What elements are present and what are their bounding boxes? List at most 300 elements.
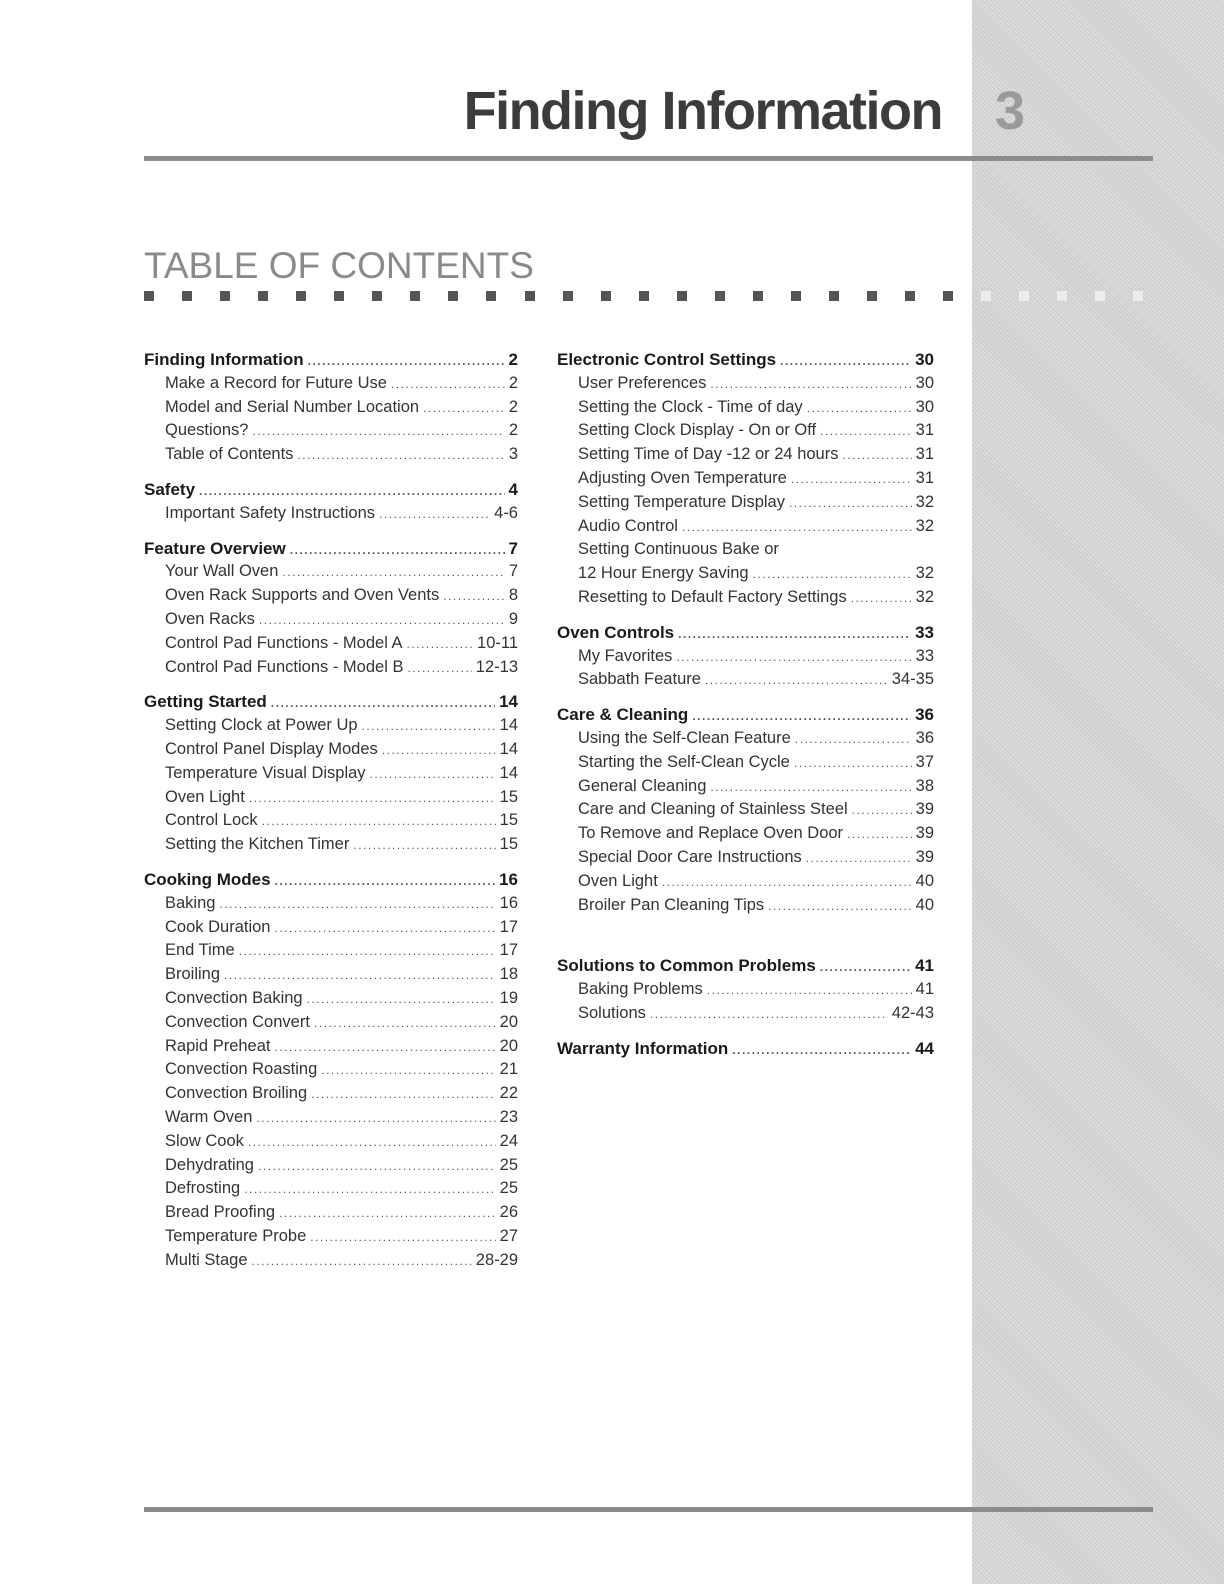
divider-dot bbox=[258, 291, 268, 301]
toc-entry[interactable] bbox=[144, 443, 518, 467]
toc-entry-page: 15 bbox=[499, 835, 518, 854]
toc-entry-page: 20 bbox=[499, 1012, 518, 1031]
toc-entry-title: Electronic Control Settings bbox=[557, 350, 777, 369]
toc-entry-page: 42-43 bbox=[891, 1003, 934, 1022]
dot-leader bbox=[789, 492, 912, 516]
toc-entry-title: Care and Cleaning of Stainless Steel bbox=[578, 800, 848, 819]
toc-entry-page: 10-11 bbox=[477, 633, 518, 652]
dot-leader bbox=[847, 823, 912, 847]
toc-entry-page: 30 bbox=[915, 397, 934, 416]
toc-entry-page: 40 bbox=[915, 895, 934, 914]
toc-entry[interactable] bbox=[557, 443, 934, 467]
divider-dot bbox=[1019, 291, 1029, 301]
toc-entry[interactable] bbox=[557, 775, 934, 799]
toc-entry[interactable] bbox=[144, 963, 518, 987]
toc-entry-title: Getting Started bbox=[144, 692, 267, 712]
toc-entry[interactable] bbox=[557, 586, 934, 610]
toc-section bbox=[144, 537, 518, 680]
toc-entry-page: 36 bbox=[915, 728, 934, 747]
dot-leader bbox=[290, 539, 505, 563]
toc-entry-title: Convection Roasting bbox=[165, 1060, 318, 1079]
toc-entry-page: 19 bbox=[499, 988, 518, 1007]
dot-leader bbox=[259, 609, 505, 633]
toc-entry-page: 26 bbox=[499, 1203, 518, 1222]
toc-entry[interactable] bbox=[144, 584, 518, 608]
toc-section-heading[interactable] bbox=[557, 621, 934, 645]
footer-rule bbox=[144, 1507, 1153, 1512]
dot-leader bbox=[310, 1226, 495, 1250]
divider-dot bbox=[182, 291, 192, 301]
divider-dot bbox=[1095, 291, 1105, 301]
toc-entry-page: 14 bbox=[499, 739, 518, 758]
dot-leader bbox=[258, 1155, 496, 1179]
toc-entry-page: 24 bbox=[499, 1131, 518, 1150]
dot-leader bbox=[282, 561, 504, 585]
dot-leader bbox=[382, 739, 496, 763]
toc-entry-title: Rapid Preheat bbox=[165, 1036, 271, 1055]
toc-entry[interactable] bbox=[144, 560, 518, 584]
toc-entry-page: 39 bbox=[915, 800, 934, 819]
dot-leader bbox=[219, 893, 495, 917]
dot-leader bbox=[239, 940, 496, 964]
dot-leader bbox=[391, 373, 505, 397]
divider-dots bbox=[0, 291, 1224, 301]
toc-entry[interactable] bbox=[144, 892, 518, 916]
toc-entry-page: 28-29 bbox=[475, 1250, 518, 1269]
toc-entry[interactable] bbox=[144, 1249, 518, 1273]
toc-entry-page: 15 bbox=[499, 787, 518, 806]
divider-dot bbox=[943, 291, 953, 301]
toc-entry-title: Your Wall Oven bbox=[165, 562, 279, 581]
dot-leader bbox=[321, 1059, 495, 1083]
toc-entry-title: Care & Cleaning bbox=[557, 705, 689, 725]
toc-entry[interactable] bbox=[144, 372, 518, 396]
divider-dot bbox=[525, 291, 535, 301]
toc-entry-page: 25 bbox=[499, 1179, 518, 1198]
toc-entry[interactable] bbox=[144, 1035, 518, 1059]
divider-dot bbox=[867, 291, 877, 301]
toc-entry-title: Finding Information bbox=[144, 350, 304, 369]
toc-entry[interactable] bbox=[144, 786, 518, 810]
dot-leader bbox=[705, 669, 888, 693]
toc-entry-title: Sabbath Feature bbox=[578, 670, 701, 689]
toc-entry-title: Solutions bbox=[578, 1003, 646, 1022]
toc-entry[interactable] bbox=[557, 798, 934, 822]
toc-entry-title: Warranty Information bbox=[557, 1038, 729, 1058]
toc-entry-title: Multi Stage bbox=[165, 1250, 248, 1269]
toc-entry-title: Bread Proofing bbox=[165, 1203, 276, 1222]
toc-entry-title: Slow Cook bbox=[165, 1131, 244, 1150]
toc-entry[interactable] bbox=[557, 515, 934, 539]
toc-section bbox=[557, 954, 934, 1025]
page-title: Finding Information bbox=[463, 81, 942, 141]
toc-entry-title: To Remove and Replace Oven Door bbox=[578, 824, 844, 843]
dot-leader bbox=[244, 1178, 495, 1202]
dot-leader bbox=[248, 1131, 496, 1155]
toc-entry-page: 9 bbox=[508, 609, 518, 628]
dot-leader bbox=[199, 480, 505, 504]
toc-entry-title: Control Panel Display Modes bbox=[165, 739, 378, 758]
toc-entry[interactable] bbox=[144, 419, 518, 443]
toc-entry-title: Oven Light bbox=[578, 871, 658, 890]
toc-entry-page: 40 bbox=[915, 871, 934, 890]
toc-entry[interactable] bbox=[557, 870, 934, 894]
divider-dot bbox=[677, 291, 687, 301]
divider-dot bbox=[410, 291, 420, 301]
toc-section bbox=[144, 690, 518, 857]
toc-entry-page: 30 bbox=[915, 350, 934, 369]
side-band bbox=[972, 0, 1224, 1584]
divider-dot bbox=[144, 291, 154, 301]
dot-leader bbox=[407, 633, 473, 657]
toc-entry-title: 12 Hour Energy Saving bbox=[578, 564, 749, 583]
divider-dot bbox=[296, 291, 306, 301]
toc-section-heading[interactable] bbox=[144, 537, 518, 561]
toc-section-heading[interactable] bbox=[144, 348, 518, 372]
toc-entry[interactable] bbox=[557, 978, 934, 1002]
dot-leader bbox=[308, 350, 505, 374]
toc-entry[interactable] bbox=[144, 939, 518, 963]
toc-entry-title: Oven Racks bbox=[165, 609, 255, 628]
toc-entry-page: 31 bbox=[915, 445, 934, 464]
toc-entry-title: Dehydrating bbox=[165, 1155, 254, 1174]
toc-entry-title: Resetting to Default Factory Settings bbox=[578, 587, 847, 606]
toc-entry-title: Special Door Care Instructions bbox=[578, 847, 802, 866]
toc-entry-title: Important Safety Instructions bbox=[165, 503, 376, 522]
toc-entry-page: 31 bbox=[915, 421, 934, 440]
toc-section bbox=[144, 348, 518, 467]
toc-entry-title: Oven Rack Supports and Oven Vents bbox=[165, 586, 440, 605]
toc-entry-title: Warm Oven bbox=[165, 1107, 253, 1126]
toc-entry[interactable] bbox=[557, 894, 934, 918]
dot-leader bbox=[852, 799, 912, 823]
toc-entry-page: 17 bbox=[499, 941, 518, 960]
dot-leader bbox=[275, 1036, 496, 1060]
toc-entry-title: Control Pad Functions - Model B bbox=[165, 657, 404, 676]
toc-entry[interactable] bbox=[144, 1177, 518, 1201]
toc-entry[interactable] bbox=[557, 419, 934, 443]
toc-entry-title: Convection Convert bbox=[165, 1012, 310, 1031]
toc-entry-title: User Preferences bbox=[578, 373, 707, 392]
toc-entry-title: Make a Record for Future Use bbox=[165, 373, 387, 392]
dot-leader bbox=[795, 728, 912, 752]
dot-leader bbox=[271, 692, 495, 716]
toc-entry[interactable] bbox=[144, 608, 518, 632]
toc-entry[interactable] bbox=[557, 822, 934, 846]
toc-entry[interactable] bbox=[144, 987, 518, 1011]
section-spacer bbox=[557, 928, 934, 954]
divider-dot bbox=[829, 291, 839, 301]
toc-entry-page: 41 bbox=[915, 956, 934, 976]
dot-leader bbox=[252, 420, 504, 444]
toc-entry[interactable] bbox=[557, 1002, 934, 1026]
dot-leader bbox=[249, 787, 496, 811]
toc-entry-page: 32 bbox=[915, 587, 934, 606]
toc-entry[interactable] bbox=[144, 1201, 518, 1225]
dot-leader bbox=[370, 763, 496, 787]
toc-entry-title: Setting the Clock - Time of day bbox=[578, 397, 803, 416]
toc-entry-page: 27 bbox=[499, 1226, 518, 1245]
toc-entry-title: Oven Controls bbox=[557, 622, 675, 642]
toc-entry-page: 4 bbox=[508, 479, 518, 499]
dot-leader bbox=[307, 988, 496, 1012]
divider-dot bbox=[981, 291, 991, 301]
toc-entry[interactable] bbox=[557, 491, 934, 515]
toc-section bbox=[557, 348, 934, 610]
toc-entry-page: 20 bbox=[499, 1036, 518, 1055]
toc-entry-page: 33 bbox=[915, 646, 934, 665]
toc-entry-title: End Time bbox=[165, 941, 235, 960]
toc-entry[interactable] bbox=[144, 714, 518, 738]
toc-entry-title: Using the Self-Clean Feature bbox=[578, 728, 791, 747]
dot-leader bbox=[314, 1012, 496, 1036]
toc-section bbox=[557, 1037, 934, 1061]
dot-leader bbox=[851, 587, 912, 611]
dot-leader bbox=[224, 964, 496, 988]
dot-leader bbox=[806, 847, 912, 871]
toc-entry-page: 21 bbox=[499, 1060, 518, 1079]
toc-entry[interactable] bbox=[557, 372, 934, 396]
dot-leader bbox=[732, 1039, 911, 1063]
dot-leader bbox=[362, 715, 496, 739]
toc-entry-title: Table of Contents bbox=[165, 445, 294, 464]
toc-entry[interactable] bbox=[557, 396, 934, 420]
dot-leader bbox=[794, 752, 912, 776]
dot-leader bbox=[753, 563, 912, 587]
toc-entry[interactable] bbox=[144, 916, 518, 940]
dot-leader bbox=[676, 646, 911, 670]
toc-entry-title: Convection Broiling bbox=[165, 1084, 308, 1103]
dot-leader bbox=[297, 444, 504, 468]
toc-entry-page: 34-35 bbox=[891, 670, 934, 689]
dot-leader bbox=[256, 1107, 495, 1131]
toc-entry-page: 14 bbox=[499, 763, 518, 782]
toc-entry-page: 4-6 bbox=[494, 503, 518, 522]
dot-leader bbox=[707, 979, 912, 1003]
toc-entry-page: 17 bbox=[499, 917, 518, 936]
toc-entry-page: 22 bbox=[499, 1084, 518, 1103]
toc-entry[interactable] bbox=[144, 1011, 518, 1035]
divider-dot bbox=[905, 291, 915, 301]
toc-entry-title: Cook Duration bbox=[165, 917, 271, 936]
toc-entry[interactable] bbox=[144, 1058, 518, 1082]
toc-entry-page: 32 bbox=[915, 564, 934, 583]
dot-leader bbox=[407, 657, 471, 681]
toc-entry[interactable] bbox=[557, 846, 934, 870]
toc-entry-page: 38 bbox=[915, 776, 934, 795]
toc-entry[interactable] bbox=[144, 762, 518, 786]
toc-entry-title: Temperature Probe bbox=[165, 1226, 307, 1245]
dot-leader bbox=[682, 516, 912, 540]
toc-entry-title: Solutions to Common Problems bbox=[557, 956, 816, 976]
dot-leader bbox=[791, 468, 912, 492]
toc-entry[interactable] bbox=[557, 727, 934, 751]
toc-entry-title: Audio Control bbox=[578, 516, 678, 535]
toc-entry-title: Cooking Modes bbox=[144, 869, 271, 889]
toc-entry[interactable] bbox=[557, 668, 934, 692]
toc-entry-page: 30 bbox=[915, 373, 934, 392]
divider-dot bbox=[372, 291, 382, 301]
toc-entry-page: 15 bbox=[499, 811, 518, 830]
toc-entry-page: 18 bbox=[499, 965, 518, 984]
dot-leader bbox=[379, 503, 490, 527]
toc-entry-page: 32 bbox=[915, 516, 934, 535]
toc-section-heading[interactable] bbox=[557, 1037, 934, 1061]
toc-column-left bbox=[144, 348, 518, 1283]
toc-entry[interactable] bbox=[144, 1082, 518, 1106]
toc-entry-title: Model and Serial Number Location bbox=[165, 397, 420, 416]
toc-entry[interactable] bbox=[557, 645, 934, 669]
toc-entry-title: Setting Continuous Bake or bbox=[578, 540, 779, 559]
toc-entry-page: 14 bbox=[499, 716, 518, 735]
toc-entry-title: Baking Problems bbox=[578, 980, 703, 999]
toc-entry-page: 16 bbox=[499, 893, 518, 912]
toc-entry-title: Starting the Self-Clean Cycle bbox=[578, 752, 790, 771]
toc-entry[interactable] bbox=[144, 809, 518, 833]
toc-entry-title: Control Lock bbox=[165, 811, 258, 830]
toc-section-heading[interactable] bbox=[557, 954, 934, 978]
divider-dot bbox=[639, 291, 649, 301]
toc-section bbox=[144, 868, 518, 1273]
toc-entry-title: Adjusting Oven Temperature bbox=[578, 468, 787, 487]
divider-dot bbox=[486, 291, 496, 301]
toc-section-heading[interactable] bbox=[557, 703, 934, 727]
toc-entry[interactable] bbox=[144, 833, 518, 857]
dot-leader bbox=[311, 1083, 495, 1107]
toc-entry-page: 25 bbox=[499, 1155, 518, 1174]
toc-entry-page: 23 bbox=[499, 1107, 518, 1126]
divider-dot bbox=[791, 291, 801, 301]
dot-leader bbox=[807, 397, 912, 421]
toc-entry-page: 44 bbox=[915, 1038, 934, 1058]
toc-section bbox=[144, 478, 518, 526]
toc-entry-page: 8 bbox=[508, 586, 518, 605]
toc-entry[interactable] bbox=[144, 396, 518, 420]
divider-dot bbox=[563, 291, 573, 301]
toc-entry-page: 41 bbox=[915, 980, 934, 999]
toc-entry-page: 39 bbox=[915, 847, 934, 866]
toc-entry[interactable] bbox=[557, 467, 934, 491]
toc-section-heading[interactable] bbox=[144, 478, 518, 502]
dot-leader bbox=[820, 420, 912, 444]
toc-column-right bbox=[557, 348, 934, 1072]
toc-entry[interactable] bbox=[144, 1225, 518, 1249]
divider-dot bbox=[601, 291, 611, 301]
divider-dot bbox=[753, 291, 763, 301]
toc-section-heading[interactable] bbox=[144, 690, 518, 714]
toc-entry-title: Oven Light bbox=[165, 787, 245, 806]
dot-leader bbox=[353, 834, 495, 858]
dot-leader bbox=[274, 917, 495, 941]
toc-section bbox=[557, 703, 934, 917]
dot-leader bbox=[275, 870, 496, 894]
divider-dot bbox=[1057, 291, 1067, 301]
toc-entry-title: Questions? bbox=[165, 421, 249, 440]
dot-leader bbox=[768, 895, 911, 919]
toc-entry-page: 12-13 bbox=[475, 657, 518, 676]
toc-entry[interactable] bbox=[144, 502, 518, 526]
toc-entry[interactable] bbox=[144, 632, 518, 656]
dot-leader bbox=[443, 585, 505, 609]
dot-leader bbox=[780, 350, 911, 374]
toc-entry-page: 37 bbox=[915, 752, 934, 771]
toc-entry[interactable] bbox=[557, 751, 934, 775]
dot-leader bbox=[423, 397, 505, 421]
toc-section-heading[interactable] bbox=[557, 348, 934, 372]
toc-entry[interactable] bbox=[144, 1106, 518, 1130]
toc-entry-title: Feature Overview bbox=[144, 538, 286, 558]
chapter-number: 3 bbox=[994, 81, 1026, 141]
toc-entry-title: Setting Temperature Display bbox=[578, 492, 785, 511]
toc-entry-page: 2 bbox=[508, 397, 518, 416]
dot-leader bbox=[820, 956, 911, 980]
dot-leader bbox=[842, 444, 911, 468]
header-rule bbox=[144, 156, 1153, 161]
toc-entry-title: Convection Baking bbox=[165, 988, 303, 1007]
toc-section bbox=[557, 621, 934, 692]
toc-entry-title: Broiler Pan Cleaning Tips bbox=[578, 895, 765, 914]
toc-entry-page: 7 bbox=[508, 562, 518, 581]
toc-entry-title: Setting Clock at Power Up bbox=[165, 716, 358, 735]
toc-entry-page: 32 bbox=[915, 492, 934, 511]
divider-dot bbox=[448, 291, 458, 301]
toc-entry-title: Safety bbox=[144, 479, 196, 499]
toc-entry-page: 3 bbox=[508, 445, 518, 464]
dot-leader bbox=[678, 623, 911, 647]
dot-leader bbox=[252, 1250, 472, 1274]
toc-entry-page: 39 bbox=[915, 824, 934, 843]
toc-entry[interactable] bbox=[144, 1154, 518, 1178]
toc-entry-page: 7 bbox=[508, 538, 518, 558]
toc-entry[interactable] bbox=[144, 656, 518, 680]
toc-entry-title: Defrosting bbox=[165, 1179, 241, 1198]
toc-entry-page: 33 bbox=[915, 622, 934, 642]
toc-entry-page: 14 bbox=[499, 692, 518, 712]
dot-leader bbox=[279, 1202, 496, 1226]
toc-entry-page: 2 bbox=[508, 373, 518, 392]
toc-section-heading[interactable] bbox=[144, 868, 518, 892]
divider-dot bbox=[1133, 291, 1143, 301]
toc-entry-title: Setting the Kitchen Timer bbox=[165, 835, 350, 854]
toc-entry[interactable] bbox=[144, 1130, 518, 1154]
toc-entry-page: 16 bbox=[499, 869, 518, 889]
divider-dot bbox=[715, 291, 725, 301]
toc-entry[interactable] bbox=[144, 738, 518, 762]
toc-entry-title: My Favorites bbox=[578, 646, 673, 665]
toc-entry[interactable] bbox=[557, 562, 934, 586]
dot-leader bbox=[692, 705, 911, 729]
dot-leader bbox=[662, 871, 912, 895]
toc-entry-title: Temperature Visual Display bbox=[165, 763, 366, 782]
toc-entry-page: 36 bbox=[915, 705, 934, 725]
dot-leader bbox=[710, 776, 911, 800]
dot-leader bbox=[650, 1003, 888, 1027]
toc-entry-page: 2 bbox=[508, 350, 518, 369]
toc-entry-title: Setting Time of Day -12 or 24 hours bbox=[578, 445, 839, 464]
toc-entry-title: Setting Clock Display - On or Off bbox=[578, 421, 817, 440]
divider-dot bbox=[334, 291, 344, 301]
dot-leader bbox=[710, 373, 911, 397]
toc-entry-page: 2 bbox=[508, 421, 518, 440]
toc-entry-title: Baking bbox=[165, 893, 216, 912]
toc-heading: TABLE OF CONTENTS bbox=[144, 245, 534, 286]
toc-entry-page: 31 bbox=[915, 468, 934, 487]
toc-entry-title: General Cleaning bbox=[578, 776, 707, 795]
toc-entry-title: Control Pad Functions - Model A bbox=[165, 633, 403, 652]
divider-dot bbox=[220, 291, 230, 301]
toc-entry-title: Broiling bbox=[165, 965, 221, 984]
toc-entry[interactable] bbox=[557, 538, 934, 562]
